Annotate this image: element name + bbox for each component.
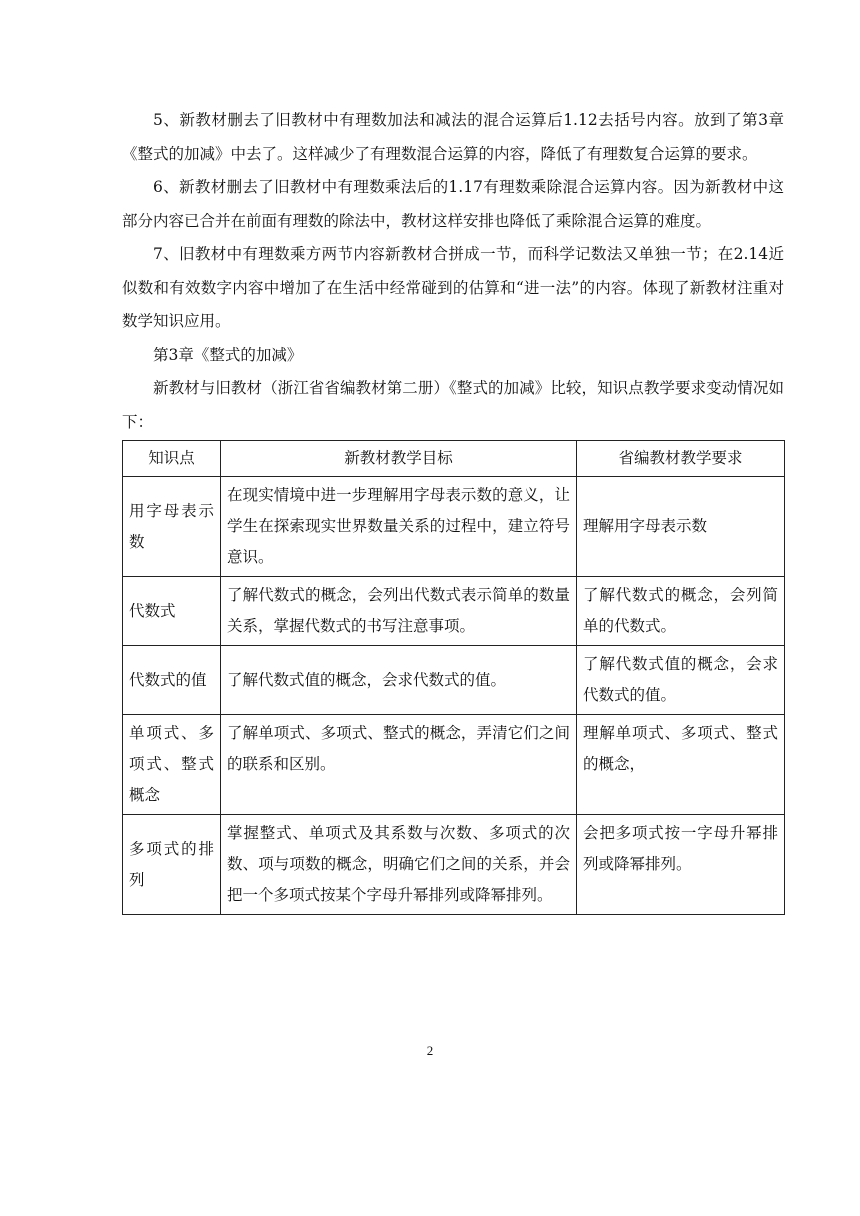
chapter-heading: 第3章《整式的加减》 <box>153 345 303 364</box>
old-requirement-cell: 了解代数式的概念，会列简单的代数式。 <box>577 577 785 646</box>
paragraph-6: 6、新教材删去了旧教材中有理数乘法后的1.17有理数乘除混合运算内容。因为新教材中这部分内容已合并在前面有理数的除法中，教材这样安排也降低了乘除混合运算的难度。 <box>122 178 784 230</box>
document-body <box>122 104 784 915</box>
intro-paragraph: 新教材与旧教材（浙江省省编教材第二册）《整式的加减》比较，知识点教学要求变动情况如下： <box>122 379 784 431</box>
new-goal-cell: 在现实情境中进一步理解用字母表示数的意义，让学生在探索现实世界数量关系的过程中，建立符号意识。 <box>221 477 577 577</box>
table-header-row <box>123 441 785 477</box>
header-knowledge-point: 知识点 <box>123 441 221 477</box>
knowledge-point-cell: 单项式、多项式、整式概念 <box>123 715 221 815</box>
table-row <box>123 715 785 815</box>
knowledge-point-cell: 多项式的排列 <box>123 815 221 915</box>
old-requirement-cell: 理解用字母表示数 <box>577 477 785 577</box>
knowledge-point-cell: 用字母表示数 <box>123 477 221 577</box>
knowledge-point-cell: 代数式 <box>123 577 221 646</box>
new-goal-cell: 掌握整式、单项式及其系数与次数、多项式的次数、项与项数的概念，明确它们之间的关系，并会把一个多项式按某个字母升幂排列或降幂排列。 <box>221 815 577 915</box>
paragraph-5: 5、新教材删去了旧教材中有理数加法和减法的混合运算后1.12去括号内容。放到了第3章《整式的加减》中去了。这样减少了有理数混合运算的内容，降低了有理数复合运算的要求。 <box>122 111 784 163</box>
old-requirement-cell: 理解单项式、多项式、整式的概念， <box>577 715 785 815</box>
table-row <box>123 477 785 577</box>
old-requirement-cell: 了解代数式值的概念，会求代数式的值。 <box>577 646 785 715</box>
new-goal-cell: 了解单项式、多项式、整式的概念，弄清它们之间的联系和区别。 <box>221 715 577 815</box>
header-old-requirements: 省编教材教学要求 <box>577 441 785 477</box>
table-row <box>123 577 785 646</box>
table-row <box>123 646 785 715</box>
header-new-goals: 新教材教学目标 <box>221 441 577 477</box>
knowledge-point-cell: 代数式的值 <box>123 646 221 715</box>
new-goal-cell: 了解代数式值的概念，会求代数式的值。 <box>221 646 577 715</box>
comparison-table <box>122 440 785 915</box>
new-goal-cell: 了解代数式的概念，会列出代数式表示简单的数量关系，掌握代数式的书写注意事项。 <box>221 577 577 646</box>
table-row <box>123 815 785 915</box>
paragraph-7: 7、旧教材中有理数乘方两节内容新教材合拼成一节，而科学记数法又单独一节；在2.14近似数和有效数字内容中增加了在生活中经常碰到的估算和“进一法”的内容。体现了新教材注重对数学知识应用。 <box>122 245 784 330</box>
old-requirement-cell: 会把多项式按一字母升幂排列或降幂排列。 <box>577 815 785 915</box>
page-number: 2 <box>426 1043 434 1058</box>
